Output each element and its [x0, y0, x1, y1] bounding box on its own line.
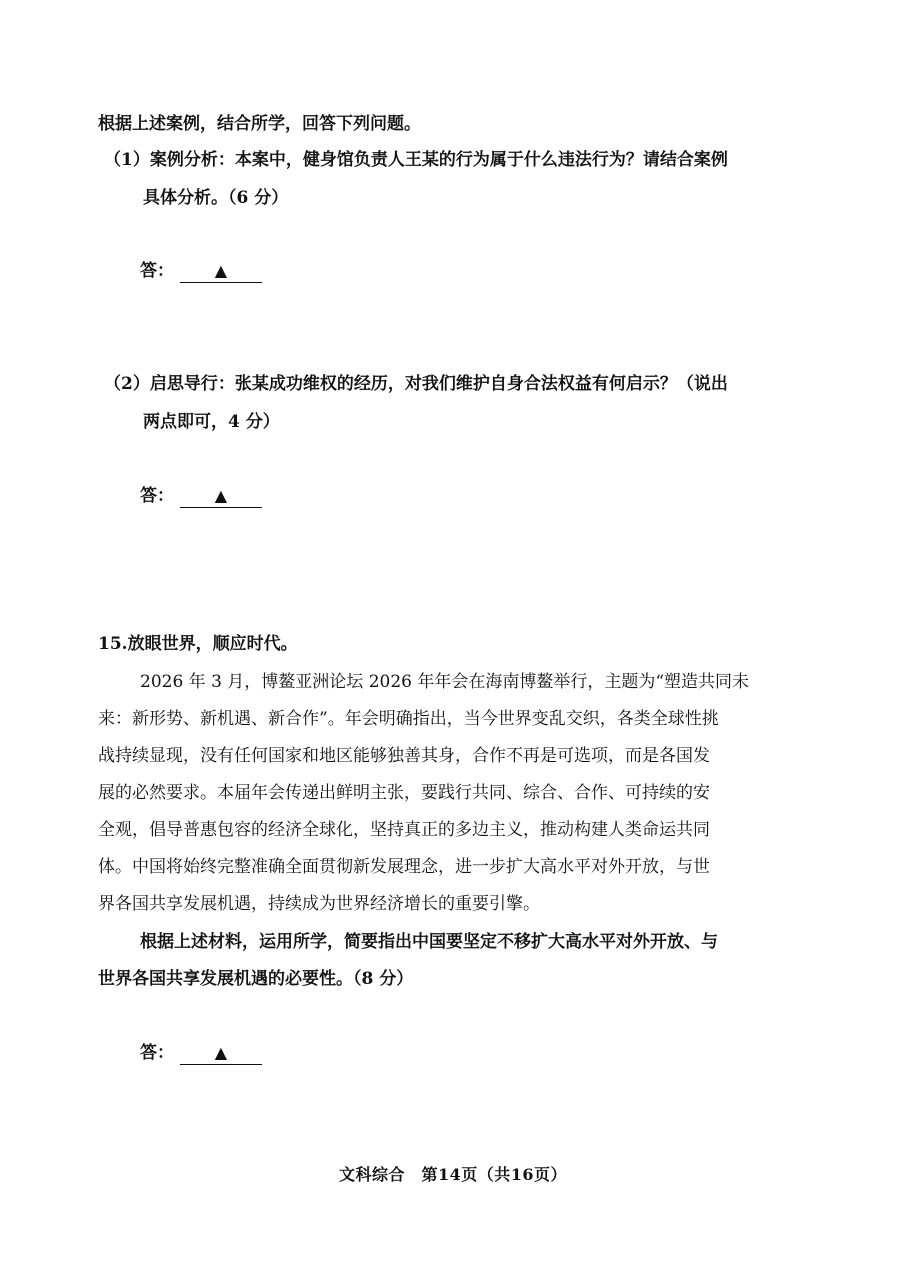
answer-blank[interactable] — [180, 1040, 262, 1065]
material-line: 展的必然要求。本届年会传递出鲜明主张，要践行共同、综合、合作、可持续的安 — [98, 783, 710, 803]
question-15-line-1: 根据上述材料，运用所学，简要指出中国要坚定不移扩大高水平对外开放、与 — [140, 932, 718, 952]
answer-blank[interactable] — [180, 483, 262, 508]
answer-blank[interactable] — [180, 258, 262, 283]
triangle-icon: ▲ — [214, 486, 228, 505]
material-line: 体。中国将始终完整准确全面贯彻新发展理念，进一步扩大高水平对外开放，与世 — [98, 857, 710, 877]
answer-2 — [140, 483, 262, 509]
question-1-tag: 案例分析： — [149, 150, 235, 170]
answer-1 — [140, 258, 262, 284]
question-1-number: （1） — [104, 150, 150, 170]
question-2-tag: 启思导行： — [149, 374, 235, 394]
answer-label: 答： — [140, 261, 174, 281]
answer-label: 答： — [140, 486, 174, 506]
triangle-icon: ▲ — [214, 1043, 228, 1062]
material-line: 来：新形势、新机遇、新合作”。年会明确指出，当今世界变乱交织，各类全球性挑 — [98, 709, 719, 729]
answer-15 — [140, 1040, 262, 1066]
question-2-line-1 — [104, 372, 728, 396]
triangle-icon: ▲ — [214, 261, 228, 280]
question-1-text: 本案中，健身馆负责人王某的行为属于什么违法行为？请结合案例 — [234, 150, 728, 170]
answer-label: 答： — [140, 1043, 174, 1063]
material-line: 战持续显现，没有任何国家和地区能够独善其身，合作不再是可选项，而是各国发 — [98, 746, 710, 766]
question-15-line-2: 世界各国共享发展机遇的必要性。（8 分） — [98, 969, 414, 989]
material-line: 2026 年 3 月，博鳌亚洲论坛 2026 年年会在海南博鳌举行，主题为“塑造共同未 — [140, 672, 750, 692]
question-1-line-2: 具体分析。（6 分） — [143, 188, 289, 208]
question-2-text: 张某成功维权的经历，对我们维护自身合法权益有何启示？（说出 — [234, 374, 728, 394]
question-2-number: （2） — [104, 374, 150, 394]
question-1-line-1 — [104, 148, 728, 172]
material-line: 全观，倡导普惠包容的经济全球化，坚持真正的多边主义，推动构建人类命运共同 — [98, 820, 710, 840]
page-footer: 文科综合 第14页（共16页） — [338, 1165, 568, 1184]
material-line: 界各国共享发展机遇，持续成为世界经济增长的重要引擎。 — [98, 894, 540, 914]
intro-text: 根据上述案例，结合所学，回答下列问题。 — [98, 114, 421, 134]
question-15-title: 15.放眼世界，顺应时代。 — [98, 634, 298, 654]
question-2-line-2: 两点即可，4 分） — [143, 412, 280, 432]
